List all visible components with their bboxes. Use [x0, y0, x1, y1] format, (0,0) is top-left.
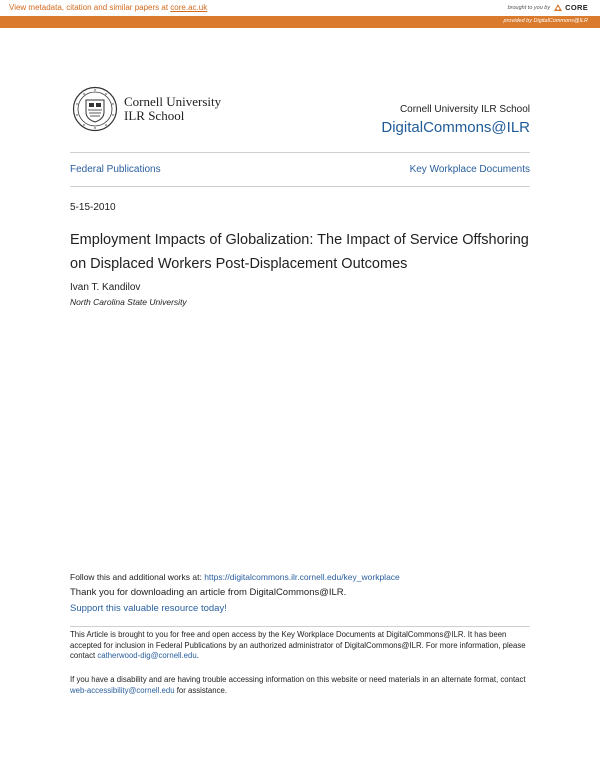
- thanks-text: Thank you for downloading an article from DigitalCommons@ILR.: [70, 587, 347, 598]
- author-name: Ivan T. Kandilov: [70, 282, 141, 293]
- brought-by-text: brought to you by: [507, 4, 551, 11]
- notice-end: .: [196, 651, 199, 660]
- logo-wordmark: [124, 95, 221, 123]
- core-logo-icon: [553, 3, 563, 12]
- repository-school: Cornell University ILR School: [399, 104, 530, 115]
- follow-line: [70, 572, 400, 582]
- repository-name-link[interactable]: DigitalCommons@ILR: [381, 119, 530, 136]
- article-title: Employment Impacts of Globalization: The Impact of Service Offshoring on Displaced Workers Post-Displacement Outcomes: [70, 232, 529, 272]
- support-link[interactable]: Support this valuable resource today!: [70, 603, 227, 614]
- provided-by-text[interactable]: provided by DigitalCommons@ILR: [503, 18, 588, 24]
- author-affiliation: North Carolina State University: [70, 297, 187, 307]
- divider-footer: [70, 626, 530, 627]
- access-end: for assistance.: [174, 685, 227, 695]
- divider-top: [70, 152, 530, 153]
- cornell-ilr-logo[interactable]: [72, 82, 240, 136]
- access-email-link[interactable]: web-accessibility@cornell.edu: [70, 685, 175, 695]
- follow-url-link[interactable]: https://digitalcommons.ilr.cornell.edu/key_workplace: [204, 572, 400, 582]
- logo-line-school: ILR School: [124, 108, 185, 123]
- core-logo-word: CORE: [565, 3, 588, 12]
- logo-line-university: Cornell University: [124, 94, 222, 109]
- core-header: [0, 0, 600, 28]
- follow-text: Follow this and additional works at:: [70, 572, 205, 582]
- core-brought-by: [508, 3, 588, 12]
- core-provider-bar: [0, 16, 600, 28]
- access-text: If you have a disability and are having trouble accessing information on this website or need materials in an alternate format, contact: [70, 675, 526, 684]
- core-logo[interactable]: [553, 3, 588, 12]
- open-access-notice: [70, 630, 540, 662]
- accessibility-notice: [70, 675, 540, 696]
- core-view-text: View metadata, citation and similar papers at: [9, 3, 171, 12]
- notice-email-link[interactable]: catherwood-dig@cornell.edu: [97, 651, 197, 660]
- core-link[interactable]: core.ac.uk: [170, 3, 208, 12]
- collection-link-federal-publications[interactable]: Federal Publications: [70, 164, 161, 175]
- cornell-seal-icon: [72, 86, 118, 132]
- repository-header: [381, 104, 530, 136]
- notice-text: This Article is brought to you for free and open access by the Key Workplace Documents at DigitalCommons@ILR. It has been accepted for inclusion in Federal Publications by an authorized administrator of DigitalCommons@ILR. For more information, please contact: [70, 630, 526, 660]
- publication-date: 5-15-2010: [70, 202, 116, 213]
- collection-link-key-workplace-documents[interactable]: Key Workplace Documents: [409, 164, 530, 175]
- core-metadata-notice: [9, 3, 207, 12]
- divider-bottom: [70, 186, 530, 187]
